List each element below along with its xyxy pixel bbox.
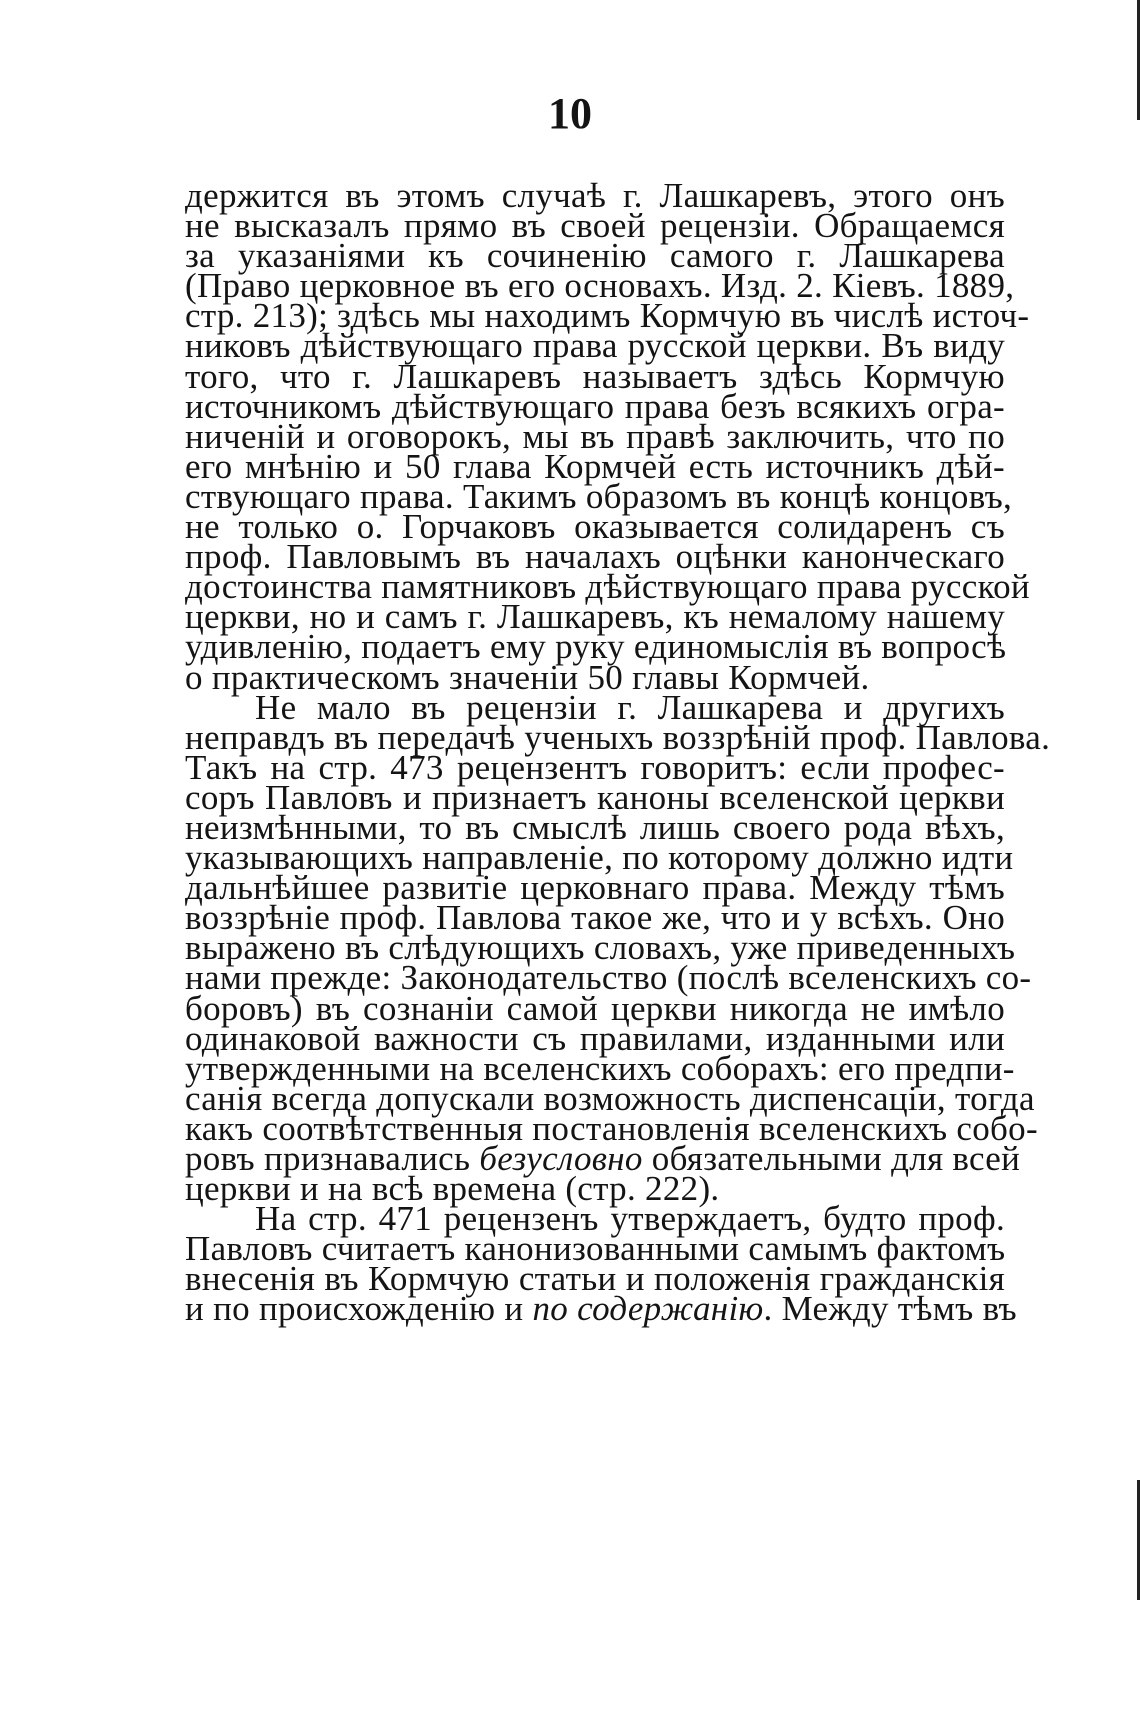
- paragraph: [185, 687, 1051, 1209]
- body-text: [185, 176, 1051, 1329]
- text-segment: за указаніями къ сочиненію самого г. Лашкарева: [185, 236, 1005, 276]
- text-segment: соръ Павловъ и признаетъ каноны вселенской церкви: [185, 777, 1005, 817]
- page-number: 10: [548, 89, 592, 138]
- text-segment: указывающихъ направленіе, по которому должно идти: [185, 838, 1014, 878]
- text-segment: обязательными для всей: [642, 1139, 1021, 1178]
- text-segment: стр. 213); здѣсь мы находимъ Кормчую въ числѣ источ-: [185, 296, 1030, 336]
- paragraph: [185, 176, 1030, 697]
- paragraph: [185, 1199, 1017, 1329]
- text-segment: одинаковой важности съ правилами, изданными или: [185, 1018, 1005, 1058]
- text-segment: дальнѣйшее развитіе церковнаго права. Между тѣмъ: [185, 868, 1005, 908]
- text-segment: ровъ признавались: [185, 1139, 480, 1178]
- text-segment: утвержденными на вселенскихъ соборахъ: его предпи-: [185, 1048, 1015, 1088]
- text-segment: о практическомъ значеніи 50 главы Кормчей.: [185, 657, 870, 697]
- text-segment: санія всегда допускали возможность диспенсаціи, тогда: [185, 1078, 1035, 1118]
- text-segment: воззрѣніе проф. Павлова такое же, что и у всѣхъ. Оно: [185, 898, 1005, 938]
- text-segment: достоинства памятниковъ дѣйствующаго права русской: [185, 567, 1030, 607]
- text-segment: и по происхожденію и: [185, 1289, 533, 1329]
- text-segment: выражено въ слѣдующихъ словахъ, уже приведенныхъ: [185, 928, 1016, 968]
- text-segment: неправдъ въ передачѣ ученыхъ воззрѣній проф. Павлова.: [185, 717, 1051, 757]
- text-segment: На стр. 471 рецензенъ утверждаетъ, будто проф.: [255, 1199, 1005, 1239]
- text-segment: Не мало въ рецензіи г. Лашкарева и другихъ: [255, 687, 1005, 727]
- text-segment: церкви, но и самъ г. Лашкаревъ, къ немалому нашему: [185, 597, 1005, 637]
- text-segment: удивленію, подаетъ ему руку единомыслія въ вопросѣ: [185, 627, 1007, 667]
- text-segment: неизмѣнными, то въ смыслѣ лишь своего рода вѣхъ,: [185, 807, 1005, 847]
- text-segment: какъ соотвѣтственныя постановленія вселенскихъ собо-: [185, 1108, 1038, 1148]
- text-segment: (Право церковное въ его основахъ. Изд. 2. Кіевъ. 1889,: [185, 266, 1015, 306]
- text-segment: нами прежде: Законодательство (послѣ вселенскихъ со-: [185, 958, 1032, 998]
- text-segment: проф. Павловымъ въ началахъ оцѣнки канонческаго: [185, 537, 1005, 577]
- text-segment: внесенія въ Кормчую статьи и положенія гражданскія: [185, 1259, 1005, 1299]
- text-segment: источникомъ дѣйствующаго права безъ всякихъ огра-: [185, 386, 1005, 426]
- text-segment: . Между тѣмъ въ: [763, 1289, 1017, 1329]
- text-segment: Павловъ считаетъ канонизованными самымъ фактомъ: [185, 1229, 1006, 1269]
- text-segment: ниченій и оговорокъ, мы въ правѣ заключить, что по: [185, 416, 1005, 456]
- text-segment: не высказалъ прямо въ своей рецензіи. Обращаемся: [185, 206, 1005, 246]
- text-segment: боровъ) въ сознаніи самой церкви никогда не имѣло: [185, 988, 1005, 1028]
- text-segment: того, что г. Лашкаревъ называетъ здѣсь Кормчую: [185, 356, 1005, 396]
- text-segment: Такъ на стр. 473 рецензентъ говоритъ: если профес-: [185, 747, 1005, 787]
- text-segment: держится въ этомъ случаѣ г. Лашкаревъ, этого онъ: [185, 176, 1005, 215]
- text-segment: ствующаго права. Такимъ образомъ въ концѣ концовъ,: [185, 476, 1013, 516]
- text-segment: его мнѣнію и 50 глава Кормчей есть источникъ дѣй-: [185, 446, 1005, 486]
- text-segment: церкви и на всѣ времена (стр. 222).: [185, 1169, 720, 1209]
- text-line: [185, 1289, 1017, 1329]
- text-segment: никовъ дѣйствующаго права русской церкви. Въ виду: [185, 326, 1005, 366]
- italic-phrase: по содержанію: [532, 1289, 764, 1329]
- italic-phrase: безусловно: [479, 1139, 643, 1178]
- text-segment: не только о. Горчаковъ оказывается солидаренъ съ: [185, 507, 1005, 547]
